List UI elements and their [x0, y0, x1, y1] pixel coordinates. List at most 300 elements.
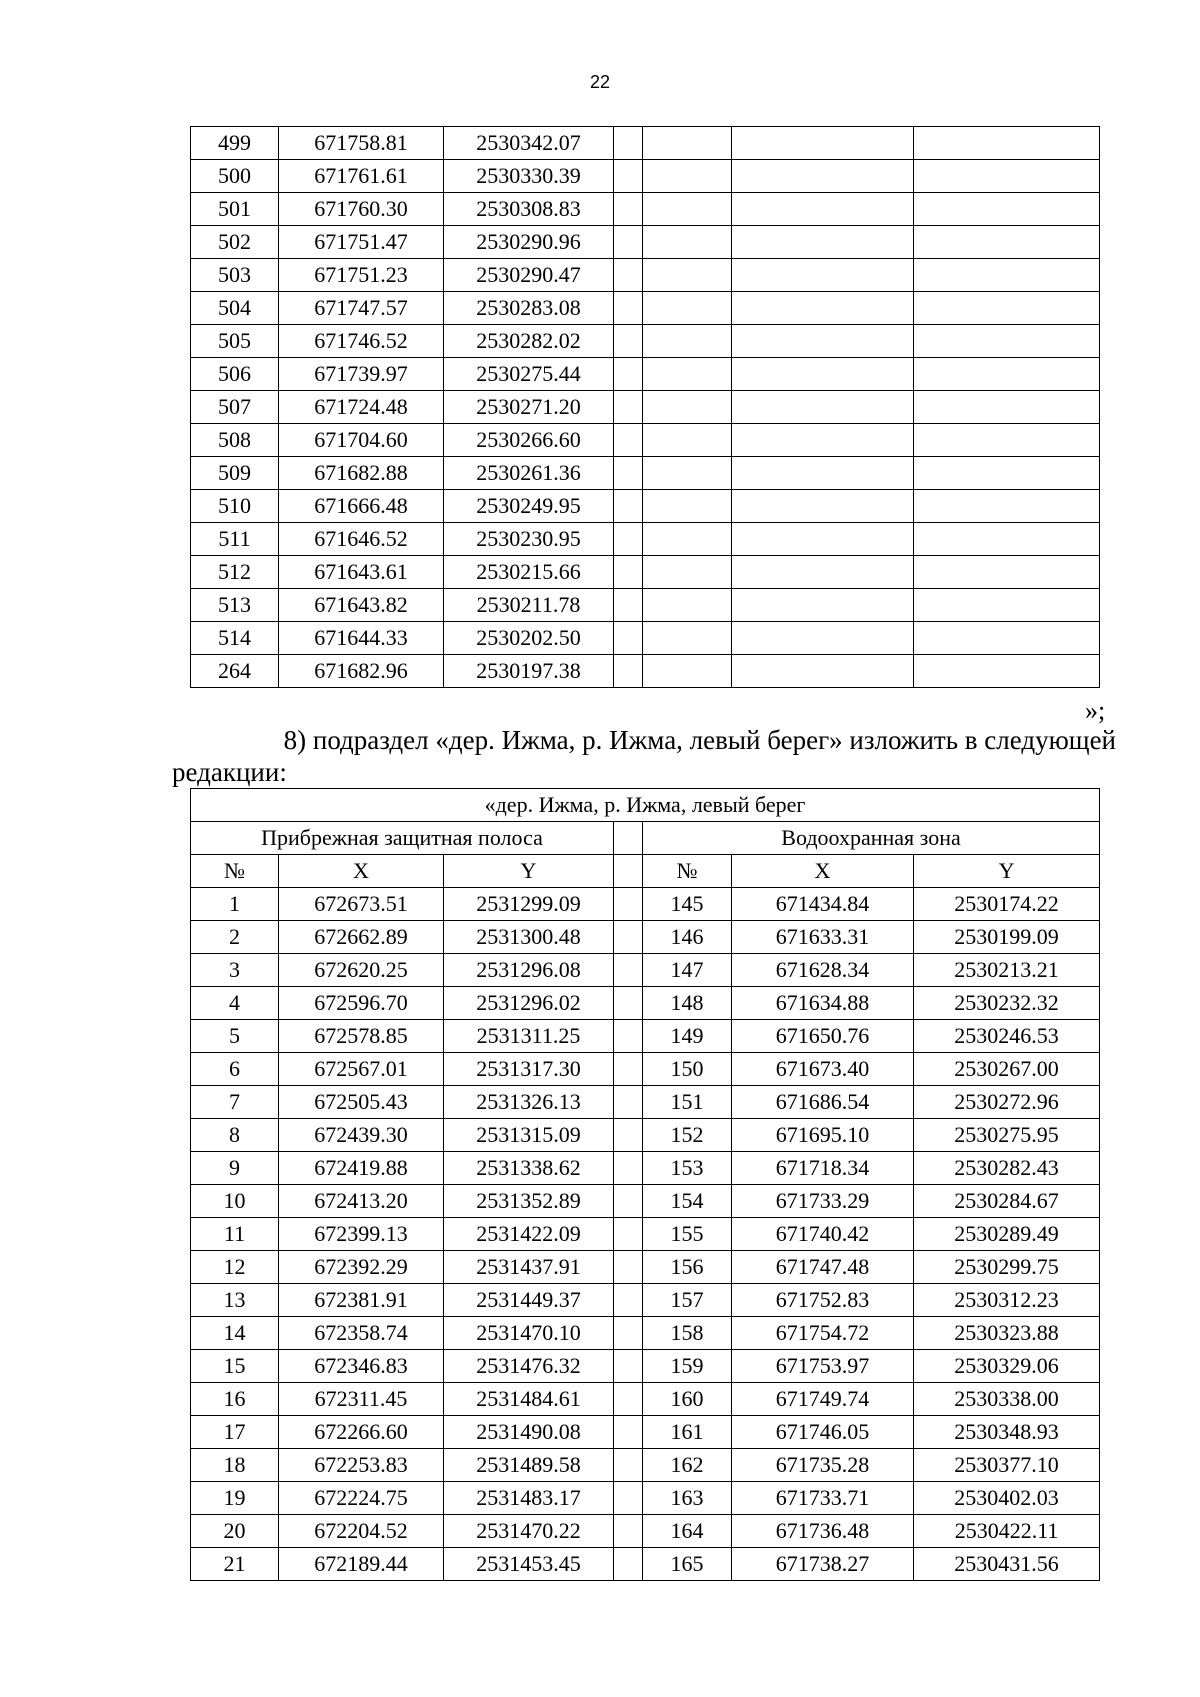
empty-cell	[732, 589, 914, 622]
cell-x: 671682.88	[279, 457, 444, 490]
table-row	[191, 292, 1100, 325]
coastal-cell-x: 672266.60	[279, 1416, 444, 1449]
table-row	[191, 1515, 1100, 1548]
izhma-table-body	[191, 789, 1100, 1581]
cell-x: 671724.48	[279, 391, 444, 424]
empty-cell	[914, 259, 1100, 292]
empty-cell	[914, 490, 1100, 523]
spacer-cell	[614, 888, 643, 921]
cell-x: 671643.82	[279, 589, 444, 622]
spacer-cell	[614, 921, 643, 954]
zone-cell-x: 671695.10	[732, 1119, 914, 1152]
spacer-cell	[614, 1416, 643, 1449]
empty-cell	[614, 259, 643, 292]
table-row	[191, 325, 1100, 358]
table-row	[191, 1284, 1100, 1317]
cell-y: 2530290.96	[444, 226, 614, 259]
table-row	[191, 1119, 1100, 1152]
zone-cell-y: 2530289.49	[914, 1218, 1100, 1251]
coastal-cell-y: 2531326.13	[444, 1086, 614, 1119]
empty-cell	[614, 424, 643, 457]
zone-cell-x: 671753.97	[732, 1350, 914, 1383]
cell-number: 501	[191, 193, 279, 226]
cell-x: 671747.57	[279, 292, 444, 325]
empty-cell	[914, 556, 1100, 589]
coastal-cell-x: 672620.25	[279, 954, 444, 987]
zone-cell-x: 671628.34	[732, 954, 914, 987]
spacer-cell	[614, 1548, 643, 1581]
zone-cell-number: 154	[643, 1185, 732, 1218]
cell-x: 671758.81	[279, 127, 444, 160]
zone-cell-x: 671746.05	[732, 1416, 914, 1449]
zone-cell-number: 157	[643, 1284, 732, 1317]
zone-cell-number: 161	[643, 1416, 732, 1449]
zone-cell-x: 671633.31	[732, 921, 914, 954]
zone-cell-y: 2530348.93	[914, 1416, 1100, 1449]
cell-number: 502	[191, 226, 279, 259]
zone-cell-number: 164	[643, 1515, 732, 1548]
cell-x: 671666.48	[279, 490, 444, 523]
zone-cell-number: 163	[643, 1482, 732, 1515]
zone-cell-x: 671740.42	[732, 1218, 914, 1251]
coastal-cell-y: 2531422.09	[444, 1218, 614, 1251]
coastal-cell-y: 2531311.25	[444, 1020, 614, 1053]
coastal-cell-y: 2531470.22	[444, 1515, 614, 1548]
zone-cell-x: 671434.84	[732, 888, 914, 921]
empty-cell	[614, 589, 643, 622]
empty-cell	[643, 622, 732, 655]
zone-cell-y: 2530431.56	[914, 1548, 1100, 1581]
empty-cell	[914, 226, 1100, 259]
empty-cell	[732, 325, 914, 358]
cell-number: 509	[191, 457, 279, 490]
coastal-cell-x: 672189.44	[279, 1548, 444, 1581]
coastal-cell-x: 672253.83	[279, 1449, 444, 1482]
empty-cell	[614, 523, 643, 556]
zone-cell-y: 2530402.03	[914, 1482, 1100, 1515]
empty-cell	[643, 391, 732, 424]
zone-cell-x: 671733.29	[732, 1185, 914, 1218]
table-row	[191, 954, 1100, 987]
empty-cell	[643, 457, 732, 490]
cell-number: 514	[191, 622, 279, 655]
coastal-cell-number: 5	[191, 1020, 279, 1053]
coastal-cell-number: 18	[191, 1449, 279, 1482]
spacer-cell	[614, 1251, 643, 1284]
cell-y: 2530275.44	[444, 358, 614, 391]
empty-cell	[732, 424, 914, 457]
empty-cell	[732, 127, 914, 160]
zone-cell-y: 2530377.10	[914, 1449, 1100, 1482]
cell-x: 671751.47	[279, 226, 444, 259]
coastal-cell-number: 17	[191, 1416, 279, 1449]
empty-cell	[614, 622, 643, 655]
empty-cell	[732, 160, 914, 193]
table-row	[191, 1416, 1100, 1449]
coastal-cell-x: 672596.70	[279, 987, 444, 1020]
empty-cell	[914, 160, 1100, 193]
empty-cell	[614, 457, 643, 490]
table-row	[191, 1086, 1100, 1119]
empty-cell	[643, 127, 732, 160]
empty-cell	[732, 358, 914, 391]
cell-y: 2530266.60	[444, 424, 614, 457]
zone-cell-y: 2530275.95	[914, 1119, 1100, 1152]
column-header-x: X	[732, 855, 914, 888]
table-row	[191, 556, 1100, 589]
table-row	[191, 1350, 1100, 1383]
cell-y: 2530342.07	[444, 127, 614, 160]
zone-cell-y: 2530267.00	[914, 1053, 1100, 1086]
coastal-cell-x: 672505.43	[279, 1086, 444, 1119]
coastal-cell-number: 12	[191, 1251, 279, 1284]
cell-y: 2530261.36	[444, 457, 614, 490]
coastal-cell-x: 672381.91	[279, 1284, 444, 1317]
coastal-cell-y: 2531483.17	[444, 1482, 614, 1515]
coastal-cell-number: 14	[191, 1317, 279, 1350]
zone-cell-y: 2530338.00	[914, 1383, 1100, 1416]
table-row	[191, 193, 1100, 226]
cell-number: 510	[191, 490, 279, 523]
table-row	[191, 1317, 1100, 1350]
coastal-cell-y: 2531489.58	[444, 1449, 614, 1482]
cell-y: 2530282.02	[444, 325, 614, 358]
coastal-cell-y: 2531352.89	[444, 1185, 614, 1218]
table-row	[191, 1548, 1100, 1581]
coastal-cell-number: 16	[191, 1383, 279, 1416]
empty-cell	[614, 556, 643, 589]
water-protection-zone-header: Водоохранная зона	[643, 822, 1100, 855]
empty-cell	[732, 391, 914, 424]
spacer-cell	[614, 1482, 643, 1515]
coordinates-table-body	[191, 127, 1100, 688]
zone-cell-number: 159	[643, 1350, 732, 1383]
cell-x: 671761.61	[279, 160, 444, 193]
empty-cell	[732, 556, 914, 589]
coastal-cell-x: 672311.45	[279, 1383, 444, 1416]
table-title: «дер. Ижма, р. Ижма, левый берег	[191, 789, 1100, 822]
empty-cell	[614, 325, 643, 358]
empty-cell	[643, 556, 732, 589]
empty-cell	[732, 622, 914, 655]
zone-cell-x: 671735.28	[732, 1449, 914, 1482]
spacer-cell	[614, 1284, 643, 1317]
empty-cell	[614, 160, 643, 193]
cell-y: 2530197.38	[444, 655, 614, 688]
zone-cell-x: 671673.40	[732, 1053, 914, 1086]
zone-cell-y: 2530272.96	[914, 1086, 1100, 1119]
cell-x: 671746.52	[279, 325, 444, 358]
cell-number: 508	[191, 424, 279, 457]
zone-cell-x: 671752.83	[732, 1284, 914, 1317]
cell-number: 500	[191, 160, 279, 193]
coastal-cell-number: 11	[191, 1218, 279, 1251]
cell-number: 505	[191, 325, 279, 358]
zone-cell-y: 2530312.23	[914, 1284, 1100, 1317]
zone-cell-x: 671634.88	[732, 987, 914, 1020]
empty-cell	[732, 193, 914, 226]
table-row	[191, 160, 1100, 193]
coastal-cell-x: 672662.89	[279, 921, 444, 954]
table-row	[191, 1383, 1100, 1416]
cell-x: 671739.97	[279, 358, 444, 391]
empty-cell	[643, 358, 732, 391]
table-title-row	[191, 789, 1100, 822]
empty-cell	[643, 226, 732, 259]
coordinates-table-continued	[190, 126, 1100, 688]
cell-number: 506	[191, 358, 279, 391]
cell-y: 2530211.78	[444, 589, 614, 622]
coastal-cell-number: 10	[191, 1185, 279, 1218]
coastal-cell-number: 2	[191, 921, 279, 954]
table-row	[191, 259, 1100, 292]
coastal-cell-y: 2531476.32	[444, 1350, 614, 1383]
cell-number: 499	[191, 127, 279, 160]
empty-cell	[614, 193, 643, 226]
column-header-number: №	[643, 855, 732, 888]
coastal-cell-number: 4	[191, 987, 279, 1020]
table-row	[191, 358, 1100, 391]
spacer-cell	[614, 1515, 643, 1548]
coastal-cell-number: 20	[191, 1515, 279, 1548]
coastal-cell-x: 672358.74	[279, 1317, 444, 1350]
zone-cell-number: 145	[643, 888, 732, 921]
empty-cell	[914, 292, 1100, 325]
cell-number: 513	[191, 589, 279, 622]
cell-x: 671644.33	[279, 622, 444, 655]
spacer-cell	[614, 1185, 643, 1218]
empty-cell	[614, 655, 643, 688]
coastal-cell-number: 21	[191, 1548, 279, 1581]
cell-x: 671643.61	[279, 556, 444, 589]
spacer-cell	[614, 855, 643, 888]
table-row	[191, 391, 1100, 424]
paragraph-line-1: 8) подраздел «дер. Ижма, р. Ижма, левый берег» изложить в следующей	[283, 725, 1116, 755]
table-row	[191, 490, 1100, 523]
group-header-row	[191, 822, 1100, 855]
empty-cell	[732, 292, 914, 325]
zone-cell-number: 165	[643, 1548, 732, 1581]
spacer-cell	[614, 1383, 643, 1416]
zone-cell-y: 2530299.75	[914, 1251, 1100, 1284]
zone-cell-x: 671747.48	[732, 1251, 914, 1284]
empty-cell	[914, 457, 1100, 490]
cell-y: 2530330.39	[444, 160, 614, 193]
zone-cell-number: 156	[643, 1251, 732, 1284]
table-row	[191, 1218, 1100, 1251]
coastal-cell-number: 8	[191, 1119, 279, 1152]
cell-x: 671682.96	[279, 655, 444, 688]
spacer-cell	[614, 1350, 643, 1383]
cell-x: 671646.52	[279, 523, 444, 556]
empty-cell	[732, 259, 914, 292]
coastal-cell-y: 2531317.30	[444, 1053, 614, 1086]
zone-cell-y: 2530174.22	[914, 888, 1100, 921]
cell-number: 264	[191, 655, 279, 688]
coastal-cell-x: 672673.51	[279, 888, 444, 921]
coastal-cell-number: 13	[191, 1284, 279, 1317]
column-header-x: X	[279, 855, 444, 888]
coastal-cell-number: 9	[191, 1152, 279, 1185]
empty-cell	[732, 655, 914, 688]
coastal-cell-x: 672567.01	[279, 1053, 444, 1086]
spacer-cell	[614, 1086, 643, 1119]
spacer-cell	[614, 1449, 643, 1482]
table-row	[191, 457, 1100, 490]
cell-x: 671704.60	[279, 424, 444, 457]
table-row	[191, 523, 1100, 556]
cell-y: 2530308.83	[444, 193, 614, 226]
zone-cell-x: 671738.27	[732, 1548, 914, 1581]
coastal-cell-number: 1	[191, 888, 279, 921]
table-row	[191, 888, 1100, 921]
empty-cell	[643, 655, 732, 688]
zone-cell-y: 2530422.11	[914, 1515, 1100, 1548]
coastal-cell-y: 2531453.45	[444, 1548, 614, 1581]
coastal-cell-number: 15	[191, 1350, 279, 1383]
empty-cell	[732, 226, 914, 259]
empty-cell	[914, 655, 1100, 688]
zone-cell-y: 2530213.21	[914, 954, 1100, 987]
zone-cell-y: 2530246.53	[914, 1020, 1100, 1053]
spacer-cell	[614, 1152, 643, 1185]
table-row	[191, 1053, 1100, 1086]
empty-cell	[614, 226, 643, 259]
zone-cell-x: 671686.54	[732, 1086, 914, 1119]
zone-cell-number: 151	[643, 1086, 732, 1119]
closing-quote-mark: »;	[1085, 696, 1106, 725]
empty-cell	[643, 292, 732, 325]
spacer-cell	[614, 1218, 643, 1251]
cell-number: 504	[191, 292, 279, 325]
empty-cell	[914, 127, 1100, 160]
coastal-cell-y: 2531299.09	[444, 888, 614, 921]
coastal-cell-y: 2531484.61	[444, 1383, 614, 1416]
table-row	[191, 589, 1100, 622]
table-row	[191, 655, 1100, 688]
coastal-cell-y: 2531437.91	[444, 1251, 614, 1284]
empty-cell	[643, 325, 732, 358]
coastal-cell-y: 2531300.48	[444, 921, 614, 954]
spacer-cell	[614, 1317, 643, 1350]
cell-number: 507	[191, 391, 279, 424]
empty-cell	[914, 358, 1100, 391]
empty-cell	[643, 259, 732, 292]
cell-y: 2530249.95	[444, 490, 614, 523]
cell-y: 2530230.95	[444, 523, 614, 556]
coastal-cell-number: 19	[191, 1482, 279, 1515]
zone-cell-y: 2530282.43	[914, 1152, 1100, 1185]
empty-cell	[914, 424, 1100, 457]
coastal-cell-y: 2531296.08	[444, 954, 614, 987]
table-row	[191, 1449, 1100, 1482]
coastal-cell-x: 672578.85	[279, 1020, 444, 1053]
zone-cell-x: 671718.34	[732, 1152, 914, 1185]
zone-cell-y: 2530199.09	[914, 921, 1100, 954]
coastal-cell-x: 672439.30	[279, 1119, 444, 1152]
cell-y: 2530215.66	[444, 556, 614, 589]
empty-cell	[643, 490, 732, 523]
empty-cell	[614, 358, 643, 391]
empty-cell	[914, 391, 1100, 424]
zone-cell-x: 671736.48	[732, 1515, 914, 1548]
column-header-y: Y	[914, 855, 1100, 888]
empty-cell	[643, 160, 732, 193]
empty-cell	[643, 193, 732, 226]
zone-cell-y: 2530232.32	[914, 987, 1100, 1020]
empty-cell	[614, 391, 643, 424]
spacer-cell	[614, 1020, 643, 1053]
coastal-cell-x: 672419.88	[279, 1152, 444, 1185]
zone-cell-number: 147	[643, 954, 732, 987]
zone-cell-number: 158	[643, 1317, 732, 1350]
zone-cell-number: 152	[643, 1119, 732, 1152]
empty-cell	[914, 589, 1100, 622]
empty-cell	[914, 523, 1100, 556]
zone-cell-y: 2530284.67	[914, 1185, 1100, 1218]
coastal-strip-header: Прибрежная защитная полоса	[191, 822, 614, 855]
empty-cell	[914, 325, 1100, 358]
coastal-cell-y: 2531449.37	[444, 1284, 614, 1317]
spacer-cell	[614, 1119, 643, 1152]
zone-cell-number: 155	[643, 1218, 732, 1251]
zone-cell-x: 671733.71	[732, 1482, 914, 1515]
coastal-cell-number: 7	[191, 1086, 279, 1119]
zone-cell-number: 153	[643, 1152, 732, 1185]
empty-cell	[614, 490, 643, 523]
zone-cell-y: 2530329.06	[914, 1350, 1100, 1383]
cell-number: 503	[191, 259, 279, 292]
coastal-cell-y: 2531296.02	[444, 987, 614, 1020]
empty-cell	[732, 457, 914, 490]
table-row	[191, 987, 1100, 1020]
cell-number: 512	[191, 556, 279, 589]
spacer-cell	[614, 987, 643, 1020]
table-row	[191, 424, 1100, 457]
table-row	[191, 1020, 1100, 1053]
coastal-cell-x: 672413.20	[279, 1185, 444, 1218]
coastal-cell-x: 672399.13	[279, 1218, 444, 1251]
zone-cell-number: 150	[643, 1053, 732, 1086]
empty-cell	[643, 589, 732, 622]
table-row	[191, 226, 1100, 259]
empty-cell	[643, 424, 732, 457]
zone-cell-x: 671650.76	[732, 1020, 914, 1053]
coastal-cell-y: 2531338.62	[444, 1152, 614, 1185]
coastal-cell-x: 672346.83	[279, 1350, 444, 1383]
page-number: 22	[589, 72, 611, 92]
zone-cell-x: 671754.72	[732, 1317, 914, 1350]
table-row	[191, 921, 1100, 954]
coastal-cell-y: 2531470.10	[444, 1317, 614, 1350]
zone-cell-number: 146	[643, 921, 732, 954]
empty-cell	[614, 292, 643, 325]
spacer-cell	[614, 954, 643, 987]
coastal-cell-number: 3	[191, 954, 279, 987]
cell-y: 2530283.08	[444, 292, 614, 325]
paragraph-line-2: редакции:	[172, 757, 287, 787]
zone-cell-number: 160	[643, 1383, 732, 1416]
cell-y: 2530202.50	[444, 622, 614, 655]
cell-y: 2530271.20	[444, 391, 614, 424]
cell-number: 511	[191, 523, 279, 556]
coastal-cell-x: 672224.75	[279, 1482, 444, 1515]
zone-cell-x: 671749.74	[732, 1383, 914, 1416]
column-header-y: Y	[444, 855, 614, 888]
table-row	[191, 1152, 1100, 1185]
table-row	[191, 127, 1100, 160]
coastal-cell-y: 2531315.09	[444, 1119, 614, 1152]
